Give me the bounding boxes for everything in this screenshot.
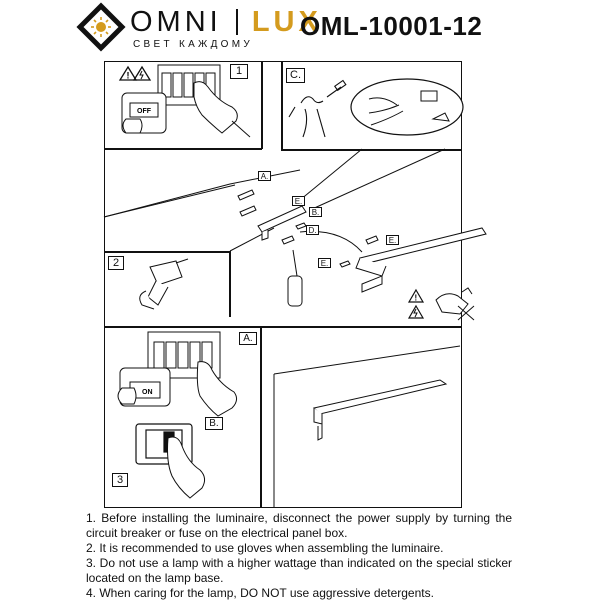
step-3-label: 3 xyxy=(112,473,128,487)
note-item: 3. Do not use a lamp with a higher wattage than indicated on the special sticker located on the lamp base. xyxy=(86,556,512,585)
installed-lamp-illustration xyxy=(262,328,462,508)
hand-on-switch-icon xyxy=(197,362,236,416)
part-label-e1: E. xyxy=(292,196,305,206)
step-c-label: C. xyxy=(286,68,305,83)
step-2-label: 2 xyxy=(108,256,124,270)
panel3-label-b: B. xyxy=(205,417,223,430)
svg-text:!: ! xyxy=(414,293,418,303)
screw-icon xyxy=(238,190,256,216)
part-label-b: B. xyxy=(309,207,322,217)
mounting-bracket xyxy=(258,206,306,240)
off-label: OFF xyxy=(137,108,151,115)
note-item: 4. When caring for the lamp, DO NOT use aggressive detergents. xyxy=(86,586,434,600)
safety-notes xyxy=(86,511,512,601)
note-item: 2. It is recommended to use gloves when assembling the luminaire. xyxy=(86,541,444,555)
brand-name-right: LUX xyxy=(251,6,322,38)
part-label-a: A. xyxy=(258,171,271,181)
step-1-label: 1 xyxy=(230,64,248,79)
fuse-box-on-icon xyxy=(118,368,170,406)
mounted-lamp xyxy=(314,380,446,440)
panel3-label-a: A. xyxy=(239,332,257,345)
brand-name-left: OMNI xyxy=(130,6,222,38)
bracket-screw-icon xyxy=(282,223,306,244)
warning-icon-2 xyxy=(409,290,423,318)
screwdriver-icon xyxy=(288,250,302,306)
part-label-e3: E. xyxy=(318,258,331,268)
on-label: ON xyxy=(142,389,153,396)
svg-text:!: ! xyxy=(126,70,130,81)
part-label-e2: E. xyxy=(386,235,399,245)
no-touch-icon xyxy=(436,288,474,320)
model-number: OML-10001-12 xyxy=(300,11,483,41)
part-label-d: D. xyxy=(306,225,319,235)
panel3-illustration xyxy=(106,328,258,506)
note-item: 1. Before installing the luminaire, disconnect the power supply by turning the circuit breaker or fuse on the electrical panel box. xyxy=(86,511,512,540)
brand-tagline: СВЕТ КАЖДОМУ xyxy=(133,39,254,50)
wall-edge xyxy=(274,346,460,374)
